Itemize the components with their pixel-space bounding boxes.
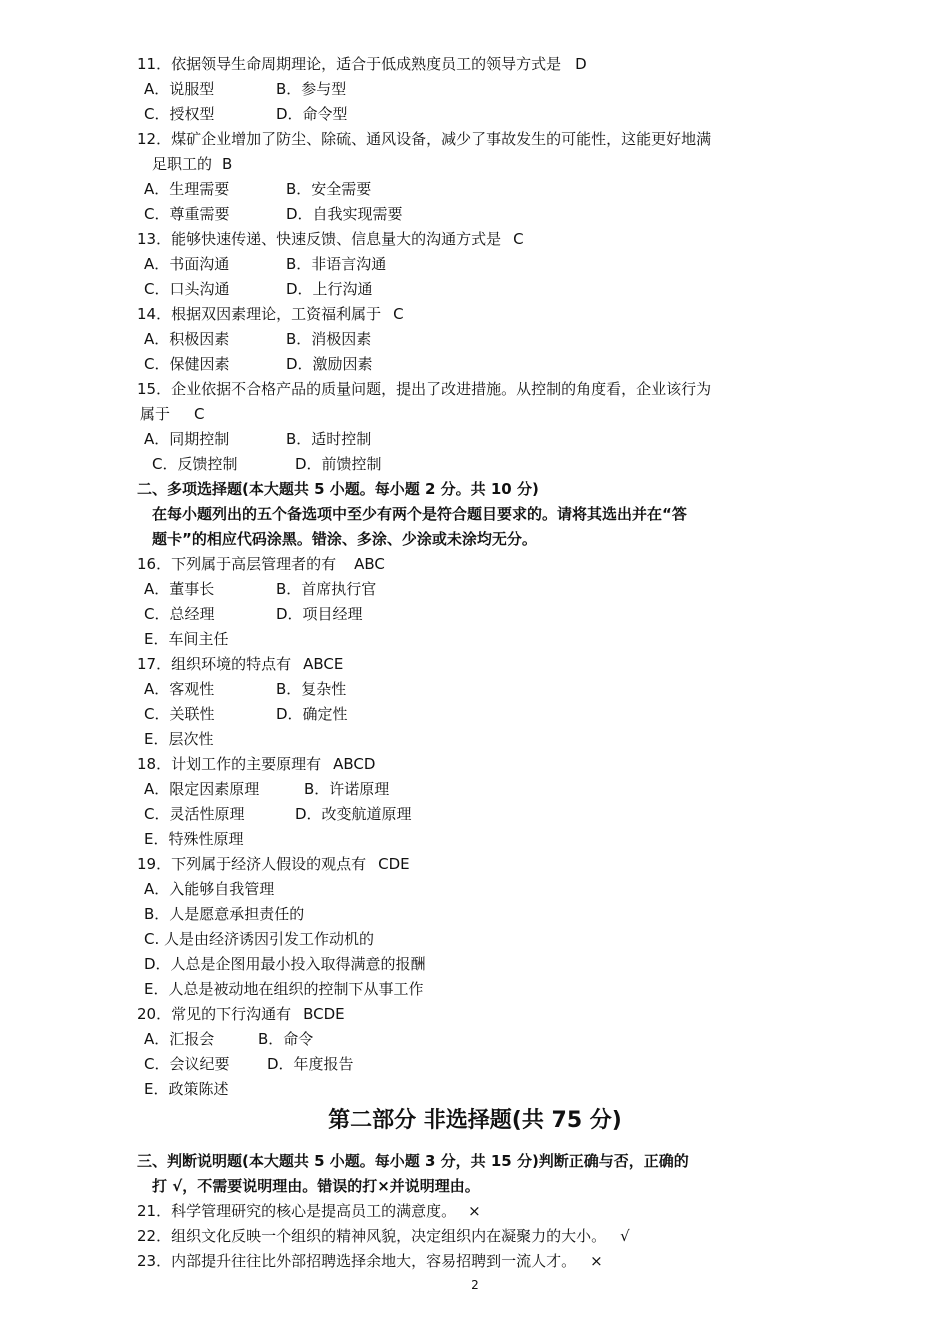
question-stem-text: 22．组织文化反映一个组织的精神风貌，决定组织内在凝聚力的大小。 [137,1227,607,1245]
question-answer: C [194,405,205,423]
question-stem-text: 18．计划工作的主要原理有 [137,755,322,773]
option-d: D．项目经理 [276,605,363,623]
section-2-title: 二、多项选择题(本大题共 5 小题。每小题 2 分。共 10 分) [137,480,539,498]
section-3-title-cont: 打 √，不需要说明理由。错误的打×并说明理由。 [152,1177,480,1195]
question-stem-text: 属于 [140,405,171,423]
question-answer: ABCD [333,755,376,773]
option-d: D．前馈控制 [295,455,382,473]
question-answer: × [468,1202,481,1220]
question-answer: × [590,1252,603,1270]
option-a: A．说服型 [144,80,215,98]
question-stem-text: 21．科学管理研究的核心是提高员工的满意度。 [137,1202,457,1220]
question-answer: BCDE [303,1005,345,1023]
option-c: C．反馈控制 [152,455,238,473]
option-c: C．会议纪要 [144,1055,230,1073]
option-d: D．上行沟通 [286,280,373,298]
question-stem-text: 11．依据领导生命周期理论，适合于低成熟度员工的领导方式是 [137,55,562,73]
question-15-stem: 15．企业依据不合格产品的质量问题，提出了改进措施。从控制的角度看，企业该行为 [137,380,712,398]
option-d: D．改变航道原理 [295,805,412,823]
page-number: 2 [471,1278,479,1292]
option-a: A．客观性 [144,680,215,698]
question-14-stem [137,304,404,324]
option-c: C．口头沟通 [144,280,230,298]
question-stem-text: 20．常见的下行沟通有 [137,1005,292,1023]
question-17-stem [137,654,343,674]
option-e: E．层次性 [144,730,214,748]
option-e: E．政策陈述 [144,1080,229,1098]
question-12-stem: 12．煤矿企业增加了防尘、除硫、通风设备，减少了事故发生的可能性，这能更好地满 [137,130,712,148]
question-answer: ABCE [303,655,344,673]
option-c: C．关联性 [144,705,215,723]
question-answer: ABC [354,555,385,573]
option-b: B．命令 [258,1030,314,1048]
option-b: B．人是愿意承担责任的 [144,905,305,923]
option-b: B．适时控制 [286,430,372,448]
question-20-stem [137,1004,345,1024]
option-c: C．灵活性原理 [144,805,245,823]
option-b: B．复杂性 [276,680,347,698]
option-d: D．年度报告 [267,1055,354,1073]
option-a: A．汇报会 [144,1030,215,1048]
option-c: C．保健因素 [144,355,230,373]
section-2-instructions-cont: 题卡”的相应代码涂黑。错涂、多涂、少涂或未涂均无分。 [152,530,537,548]
question-stem-text: 19．下列属于经济人假设的观点有 [137,855,367,873]
option-a: A．同期控制 [144,430,230,448]
option-d: D．人总是企图用最小投入取得满意的报酬 [144,955,426,973]
question-answer: C [513,230,524,248]
question-19-stem [137,854,410,874]
option-b: B．非语言沟通 [286,255,387,273]
question-22 [137,1226,630,1246]
question-23 [137,1251,603,1271]
option-a: A．书面沟通 [144,255,230,273]
question-stem-text: 16．下列属于高层管理者的有 [137,555,337,573]
question-stem-text: 足职工的 [152,155,213,173]
question-stem-text: 13．能够快速传递、快速反馈、信息量大的沟通方式是 [137,230,502,248]
question-stem-text: 14．根据双因素理论，工资福利属于 [137,305,382,323]
option-c: C．授权型 [144,105,215,123]
option-b: B．参与型 [276,80,347,98]
question-answer: D [575,55,587,73]
question-16-stem [137,554,385,574]
section-2-instructions: 在每小题列出的五个备选项中至少有两个是符合题目要求的。请将其选出并在“答 [152,505,687,523]
option-e: E．车间主任 [144,630,229,648]
option-b: B．首席执行官 [276,580,377,598]
question-15-stem-cont [140,404,205,424]
option-a: A．生理需要 [144,180,230,198]
option-d: D．命令型 [276,105,348,123]
option-e: E．特殊性原理 [144,830,244,848]
question-13-stem [137,229,524,249]
question-answer: CDE [378,855,410,873]
option-c: C．总经理 [144,605,215,623]
question-12-stem-cont [152,154,232,174]
question-stem-text: 17．组织环境的特点有 [137,655,292,673]
option-b: B．消极因素 [286,330,372,348]
option-b: B．安全需要 [286,180,372,198]
option-a: A．入能够自我管理 [144,880,275,898]
option-c: C．尊重需要 [144,205,230,223]
option-d: D．自我实现需要 [286,205,403,223]
question-21 [137,1201,481,1221]
option-c: C. 人是由经济诱因引发工作动机的 [144,930,375,948]
option-a: A．限定因素原理 [144,780,260,798]
question-18-stem [137,754,375,774]
option-e: E．人总是被动地在组织的控制下从事工作 [144,980,424,998]
option-b: B．许诺原理 [304,780,390,798]
question-answer: B [222,155,233,173]
option-a: A．积极因素 [144,330,230,348]
part-2-heading: 第二部分 非选择题(共 75 分) [328,1108,622,1133]
option-a: A．董事长 [144,580,215,598]
question-answer: √ [620,1227,630,1245]
section-3-title: 三、判断说明题(本大题共 5 小题。每小题 3 分，共 15 分)判断正确与否，正确的 [137,1152,689,1170]
question-stem-text: 23．内部提升往往比外部招聘选择余地大，容易招聘到一流人才。 [137,1252,577,1270]
option-d: D．确定性 [276,705,348,723]
question-answer: C [393,305,404,323]
option-d: D．激励因素 [286,355,373,373]
question-11-stem [137,54,587,74]
